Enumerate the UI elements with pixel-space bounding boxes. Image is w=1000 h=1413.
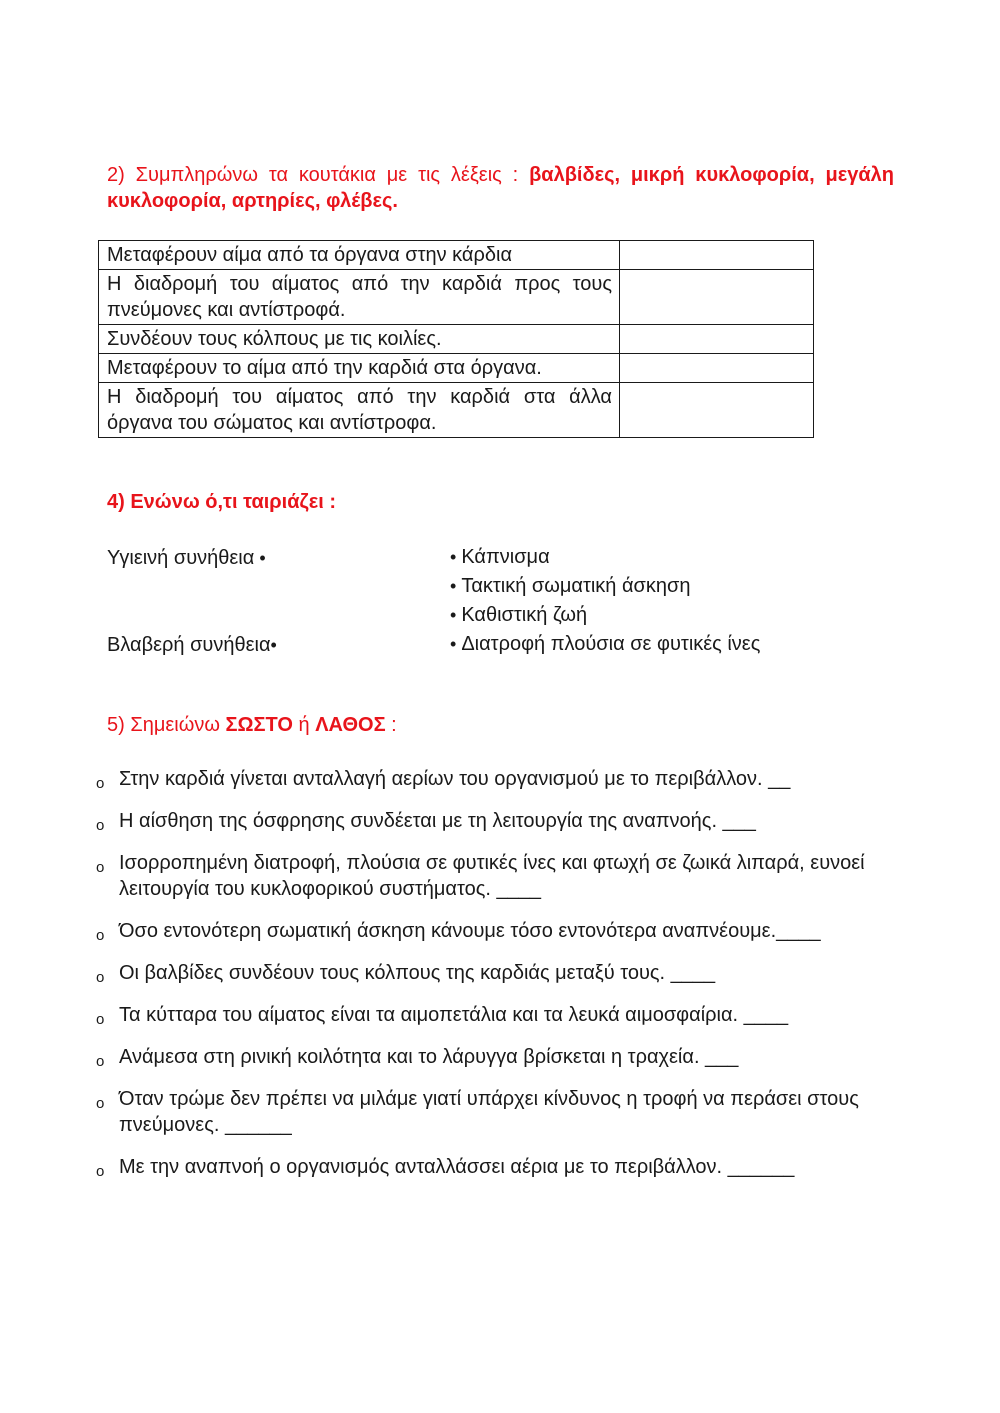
question-2-word-bank: βαλβίδες, μικρή κυκλοφορία, μεγάλη κυκλοφορία, αρτηρίες, φλέβες.	[107, 164, 894, 212]
question-5-correct-word: ΣΩΣΤΟ	[225, 714, 293, 736]
list-item[interactable]	[96, 766, 926, 792]
table-row-answer-box[interactable]	[620, 354, 814, 383]
table-row-description: Μεταφέρουν το αίμα από την καρδιά στα όργανα.	[99, 354, 620, 383]
question-5-heading	[107, 712, 397, 738]
match-left-item[interactable]	[107, 632, 277, 658]
list-item[interactable]	[96, 1154, 926, 1180]
circle-bullet-icon: o	[96, 775, 105, 792]
match-dot-icon: •	[450, 605, 462, 625]
match-left-label: Υγιεινή συνήθεια	[107, 547, 255, 569]
circle-bullet-icon: o	[96, 1053, 105, 1070]
match-right-label: Τακτική σωματική άσκηση	[461, 575, 691, 597]
fill-in-table	[98, 240, 814, 438]
circle-bullet-icon: o	[96, 1095, 105, 1112]
table-row-answer-box[interactable]	[620, 270, 814, 325]
question-5-or: ή	[292, 714, 316, 736]
statement-text: Με την αναπνοή ο οργανισμός ανταλλάσσει αέρια με το περιβάλλον. ______	[119, 1156, 795, 1178]
table-row	[99, 354, 814, 383]
list-item[interactable]	[96, 1044, 926, 1070]
table-row	[99, 383, 814, 438]
list-item[interactable]	[96, 960, 926, 986]
statement-text: Στην καρδιά γίνεται ανταλλαγή αερίων του οργανισμού με το περιβάλλον. __	[119, 768, 791, 790]
statement-text: Τα κύτταρα του αίματος είναι τα αιμοπετάλια και τα λευκά αιμοσφαίρια. ____	[119, 1004, 789, 1026]
statement-text: Όσο εντονότερη σωματική άσκηση κάνουμε τόσο εντονότερα αναπνέουμε.____	[119, 920, 821, 942]
match-right-list	[450, 543, 760, 659]
true-false-list	[96, 766, 926, 1196]
match-right-item[interactable]	[450, 630, 760, 659]
circle-bullet-icon: o	[96, 859, 105, 876]
match-dot-icon: •	[450, 576, 462, 596]
match-left-item[interactable]	[107, 545, 266, 571]
table-row-description: Συνδέουν τους κόλπους με τις κοιλίες.	[99, 325, 620, 354]
match-dot-icon: •	[270, 635, 277, 655]
question-2-heading	[107, 162, 894, 214]
match-right-label: Κάπνισμα	[461, 546, 550, 568]
question-4-heading: 4) Ενώνω ό,τι ταιριάζει :	[107, 491, 337, 513]
list-item[interactable]	[96, 808, 926, 834]
question-2-instruction: 2) Συμπληρώνω τα κουτάκια με τις λέξεις :	[107, 164, 530, 186]
table-row	[99, 241, 814, 270]
match-dot-icon: •	[450, 634, 462, 654]
statement-text: Η αίσθηση της όσφρησης συνδέεται με τη λειτουργία της αναπνοής. ___	[119, 810, 756, 832]
question-5-instruction: 5) Σημειώνω	[107, 714, 226, 736]
statement-text: Οι βαλβίδες συνδέουν τους κόλπους της καρδιάς μεταξύ τους. ____	[119, 962, 716, 984]
match-left-label: Βλαβερή συνήθεια	[107, 634, 271, 656]
match-dot-icon: •	[450, 547, 462, 567]
circle-bullet-icon: o	[96, 969, 105, 986]
table-row	[99, 270, 814, 325]
list-item[interactable]	[96, 850, 926, 902]
question-5-suffix: :	[385, 714, 397, 736]
table-row	[99, 325, 814, 354]
statement-text: Ισορροπημένη διατροφή, πλούσια σε φυτικές ίνες και φτωχή σε ζωικά λιπαρά, ευνοεί λειτουργία του κυκλοφορικού συστήματος. ____	[119, 852, 865, 900]
circle-bullet-icon: o	[96, 1163, 105, 1180]
match-right-label: Καθιστική ζωή	[461, 604, 588, 626]
statement-text: Ανάμεσα στη ρινική κοιλότητα και το λάρυγγα βρίσκεται η τραχεία. ___	[119, 1046, 739, 1068]
list-item[interactable]	[96, 1002, 926, 1028]
table-row-answer-box[interactable]	[620, 383, 814, 438]
match-right-item[interactable]	[450, 572, 760, 601]
match-right-item[interactable]	[450, 601, 760, 630]
circle-bullet-icon: o	[96, 927, 105, 944]
statement-text: Όταν τρώμε δεν πρέπει να μιλάμε γιατί υπάρχει κίνδυνος η τροφή να περάσει στους πνεύμονες. ______	[119, 1088, 859, 1136]
circle-bullet-icon: o	[96, 1011, 105, 1028]
list-item[interactable]	[96, 1086, 926, 1138]
table-row-description: Η διαδρομή του αίματος από την καρδιά στα άλλα όργανα του σώματος και αντίστροφα.	[99, 383, 620, 438]
question-5-wrong-word: ΛΑΘΟΣ	[315, 714, 386, 736]
match-right-label: Διατροφή πλούσια σε φυτικές ίνες	[461, 633, 761, 655]
table-row-answer-box[interactable]	[620, 325, 814, 354]
list-item[interactable]	[96, 918, 926, 944]
circle-bullet-icon: o	[96, 817, 105, 834]
table-row-description: Η διαδρομή του αίματος από την καρδιά προς τους πνεύμονες και αντίστροφά.	[99, 270, 620, 325]
match-dot-icon: •	[254, 548, 266, 568]
table-row-answer-box[interactable]	[620, 241, 814, 270]
match-right-item[interactable]	[450, 543, 760, 572]
table-row-description: Μεταφέρουν αίμα από τα όργανα στην κάρδια	[99, 241, 620, 270]
